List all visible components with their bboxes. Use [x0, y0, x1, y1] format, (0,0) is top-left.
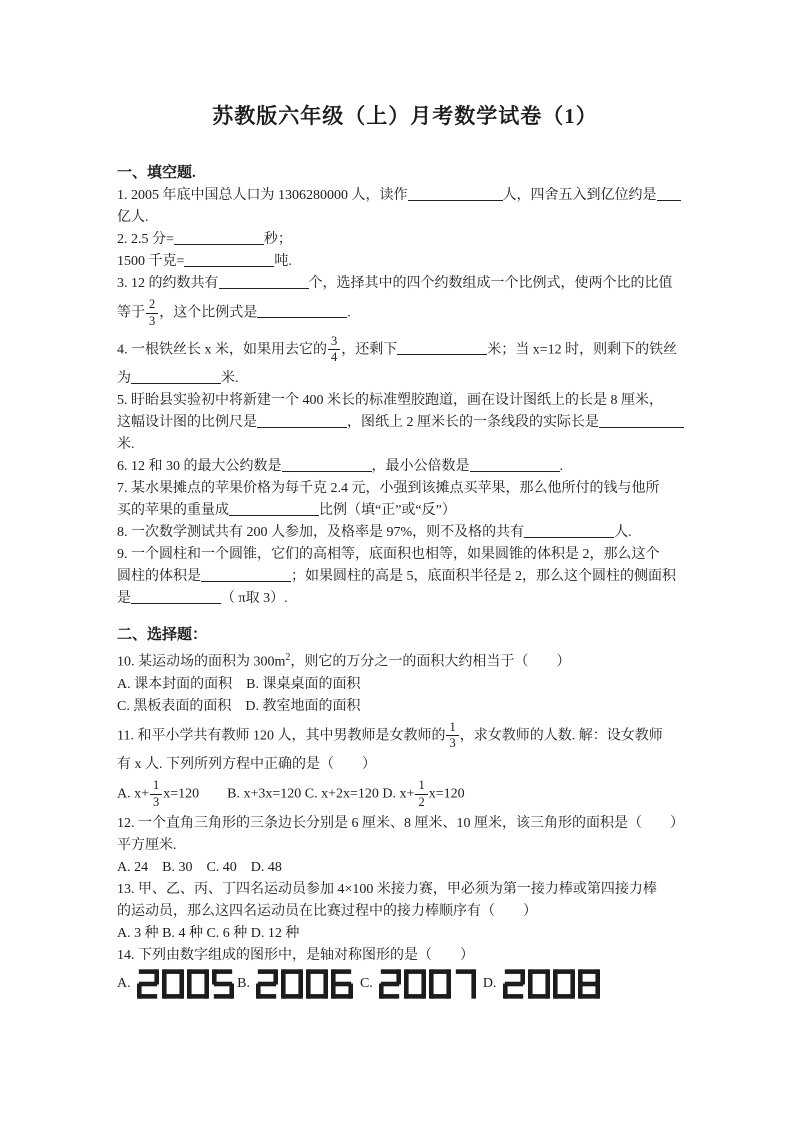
- text-run: .: [559, 459, 563, 474]
- text-run: 平方厘米.: [117, 837, 177, 853]
- text-run: 秒；: [263, 232, 292, 247]
- question-12-line-2: [117, 835, 693, 857]
- text-run: 14. 下列由数字组成的图形中，是轴对称图形的是（ ）: [117, 947, 474, 963]
- text-run: .: [347, 305, 351, 321]
- text-run: 人.: [614, 525, 632, 540]
- section-heading: 二、选择题：: [117, 627, 208, 643]
- seven-segment-digit: [578, 969, 600, 999]
- fill-in-blank: [657, 186, 681, 201]
- seven-segment-digit: [528, 969, 550, 999]
- question-13-line-3: [117, 923, 693, 945]
- fill-in-blank: [229, 501, 319, 516]
- superscript: 2: [285, 652, 291, 663]
- text-run: A. 课本封面的面积 B. 课桌桌面的面积: [117, 676, 361, 692]
- text-run: ，求女教师的人数. 解：设女教师: [459, 728, 663, 744]
- text-run: ，最小公倍数是: [371, 459, 470, 474]
- seven-segment-digit: [454, 969, 476, 999]
- question-4-line-2: [117, 368, 693, 390]
- fraction-denominator: 3: [149, 313, 156, 328]
- question-9-line-2: [117, 566, 693, 588]
- question-1-line-1: [117, 185, 693, 207]
- text-run: 6. 12 和 30 的最大公约数是: [117, 459, 282, 474]
- text-run: 5. 盱眙县实验初中将新建一个 400 米长的标准塑胶跑道，画在设计图纸上的长是 8 厘米，: [117, 393, 663, 408]
- text-run: 个，选择其中的四个约数组成一个比例式，使两个比的比值: [308, 276, 673, 291]
- lcd-number: [379, 969, 476, 999]
- fill-in-blank: [408, 186, 503, 201]
- text-run: B.: [237, 975, 254, 991]
- text-run: 米.: [221, 371, 239, 386]
- text-run: 等于: [117, 305, 145, 321]
- question-11-line-1: [117, 718, 693, 755]
- text-run: A. x+: [117, 786, 150, 802]
- question-11-line-3: [117, 776, 693, 813]
- text-run: ；如果圆柱的高是 5，底面积半径是 2，那么这个圆柱的侧面积: [291, 569, 676, 584]
- fraction: [150, 779, 162, 810]
- fill-in-blank: [524, 523, 614, 538]
- text-run: 4. 一根铁丝长 x 米，如果用去它的: [117, 341, 327, 357]
- text-run: 8. 一次数学测试共有 200 人参加，及格率是 97%，则不及格的共有: [117, 525, 525, 540]
- seven-segment-digit: [256, 969, 278, 999]
- lcd-number: [137, 969, 234, 999]
- seven-segment-digit: [212, 969, 234, 999]
- text-run: 3. 12 的约数共有: [117, 276, 219, 291]
- text-run: 2. 2.5 分=: [117, 232, 174, 247]
- fraction-numerator: 2: [146, 298, 158, 314]
- fraction-denominator: 2: [418, 794, 425, 809]
- seven-segment-digit: [306, 969, 328, 999]
- text-run: 米.: [117, 437, 135, 452]
- lcd-number: [256, 969, 353, 999]
- fraction-denominator: 3: [449, 736, 456, 751]
- fraction-numerator: 1: [415, 779, 427, 795]
- text-run: A. 24 B. 30 C. 40 D. 48: [117, 859, 282, 875]
- seven-segment-digit: [553, 969, 575, 999]
- seven-segment-digit: [429, 969, 451, 999]
- fill-in-blank: [397, 340, 487, 355]
- text-run: 有 x 人. 下列所列方程中正确的是（ ）: [117, 757, 376, 773]
- question-5-line-2: [117, 412, 693, 434]
- text-run: ，这个比例式是: [159, 305, 258, 321]
- text-run: 吨.: [274, 254, 292, 269]
- question-14-line-1: [117, 945, 693, 967]
- fraction: [446, 721, 458, 752]
- text-run: 1500 千克=: [117, 254, 185, 269]
- question-8-line-1: [117, 522, 693, 544]
- seven-segment-digit: [331, 969, 353, 999]
- text-run: 为: [117, 371, 131, 386]
- document-body: [117, 162, 693, 1001]
- question-9-line-3: [117, 588, 693, 610]
- text-run: D.: [479, 975, 500, 991]
- text-run: 1. 2005 年底中国总人口为 1306280000 人，读作: [117, 188, 408, 203]
- text-run: ，则它的万分之一的面积大约相当于（ ）: [290, 654, 571, 670]
- fraction-denominator: 3: [153, 794, 160, 809]
- fraction-numerator: 1: [150, 779, 162, 795]
- text-run: A.: [117, 975, 135, 991]
- text-run: ，图纸上 2 厘米长的一条线段的实际长是: [347, 415, 599, 430]
- fill-in-blank: [257, 303, 347, 318]
- fraction-numerator: 3: [328, 335, 340, 351]
- text-run: 比例（填“正”或“反”）: [319, 503, 456, 518]
- text-run: 11. 和平小学共有教师 120 人，其中男教师是女教师的: [117, 728, 446, 744]
- seven-segment-digit: [137, 969, 159, 999]
- question-10-line-1: [117, 647, 693, 674]
- page-title: 苏教版六年级（上）月考数学试卷（1）: [212, 104, 598, 128]
- text-run: ，还剩下: [341, 341, 398, 357]
- question-1-line-2: [117, 207, 693, 229]
- question-3-line-2: [117, 295, 693, 332]
- text-run: C.: [356, 975, 377, 991]
- fill-in-blank: [174, 230, 264, 245]
- fraction-numerator: 1: [446, 721, 458, 737]
- text-run: 的运动员，那么这四名运动员在比赛过程中的接力棒顺序有（ ）: [117, 903, 537, 919]
- question-13-line-1: [117, 879, 693, 901]
- text-run: 亿人.: [117, 210, 149, 225]
- seven-segment-digit: [503, 969, 525, 999]
- text-run: 米；当 x=12 时，则剩下的铁丝: [487, 341, 678, 357]
- text-run: 买的苹果的重量成: [117, 503, 229, 518]
- text-run: 13. 甲、乙、丙、丁四名运动员参加 4×100 米接力赛，甲必须为第一接力棒或第四接力棒: [117, 881, 657, 897]
- question-7-line-1: [117, 478, 693, 500]
- fraction: [328, 335, 340, 366]
- question-5-line-1: [117, 390, 693, 412]
- fill-in-blank: [219, 274, 309, 289]
- question-3-line-1: [117, 273, 693, 295]
- text-run: 圆柱的体积是: [117, 569, 201, 584]
- text-run: 10. 某运动场的面积为 300m: [117, 654, 286, 670]
- fill-in-blank: [599, 413, 684, 428]
- seven-segment-digit: [281, 969, 303, 999]
- question-9-line-1: [117, 544, 693, 566]
- fill-in-blank: [131, 369, 221, 384]
- fill-in-blank: [257, 413, 347, 428]
- fill-in-blank: [470, 457, 560, 472]
- text-run: x=120: [428, 786, 465, 802]
- text-run: 这幅设计图的比例尺是: [117, 415, 257, 430]
- question-12-line-3: [117, 857, 693, 879]
- text-run: 7. 某水果摊点的苹果价格为每千克 2.4 元，小强到该摊点买苹果，那么他所付的钱与他所: [117, 481, 660, 496]
- question-2-line-1: [117, 229, 693, 251]
- question-6-line-1: [117, 456, 693, 478]
- text-run: 9. 一个圆柱和一个圆锥，它们的高相等，底面积也相等，如果圆锥的体积是 2，那么这个: [117, 547, 660, 562]
- text-run: C. 黑板表面的面积 D. 教室地面的面积: [117, 698, 361, 714]
- seven-segment-digit: [404, 969, 426, 999]
- fill-in-blank: [131, 589, 221, 604]
- fill-in-blank: [201, 567, 291, 582]
- question-10-line-2: [117, 674, 693, 696]
- text-run: 人，四舍五入到亿位约是: [502, 188, 657, 203]
- question-14-line-2: [117, 967, 693, 1001]
- text-run: 是: [117, 591, 131, 606]
- question-13-line-2: [117, 901, 693, 923]
- section-heading: 一、填空题.: [117, 165, 196, 181]
- seven-segment-digit: [187, 969, 209, 999]
- fraction: [415, 779, 427, 810]
- question-12-line-1: [117, 813, 693, 835]
- seven-segment-digit: [162, 969, 184, 999]
- text-run: x=120 B. x+3x=120 C. x+2x=120 D. x+: [163, 786, 415, 802]
- text-run: 12. 一个直角三角形的三条边长分别是 6 厘米、8 厘米、10 厘米，该三角形的面积是（ ）: [117, 815, 684, 831]
- question-5-line-3: [117, 434, 693, 456]
- fraction-denominator: 4: [331, 350, 338, 365]
- question-7-line-2: [117, 500, 693, 522]
- question-10-line-3: [117, 696, 693, 718]
- fill-in-blank: [184, 252, 274, 267]
- question-2-line-2: [117, 251, 693, 273]
- text-run: （ π取 3）.: [221, 591, 288, 606]
- fill-in-blank: [282, 457, 372, 472]
- fraction: [146, 298, 158, 329]
- lcd-number: [503, 969, 600, 999]
- question-4-line-1: [117, 332, 693, 369]
- text-run: A. 3 种 B. 4 种 C. 6 种 D. 12 种: [117, 925, 300, 941]
- seven-segment-digit: [379, 969, 401, 999]
- question-11-line-2: [117, 754, 693, 776]
